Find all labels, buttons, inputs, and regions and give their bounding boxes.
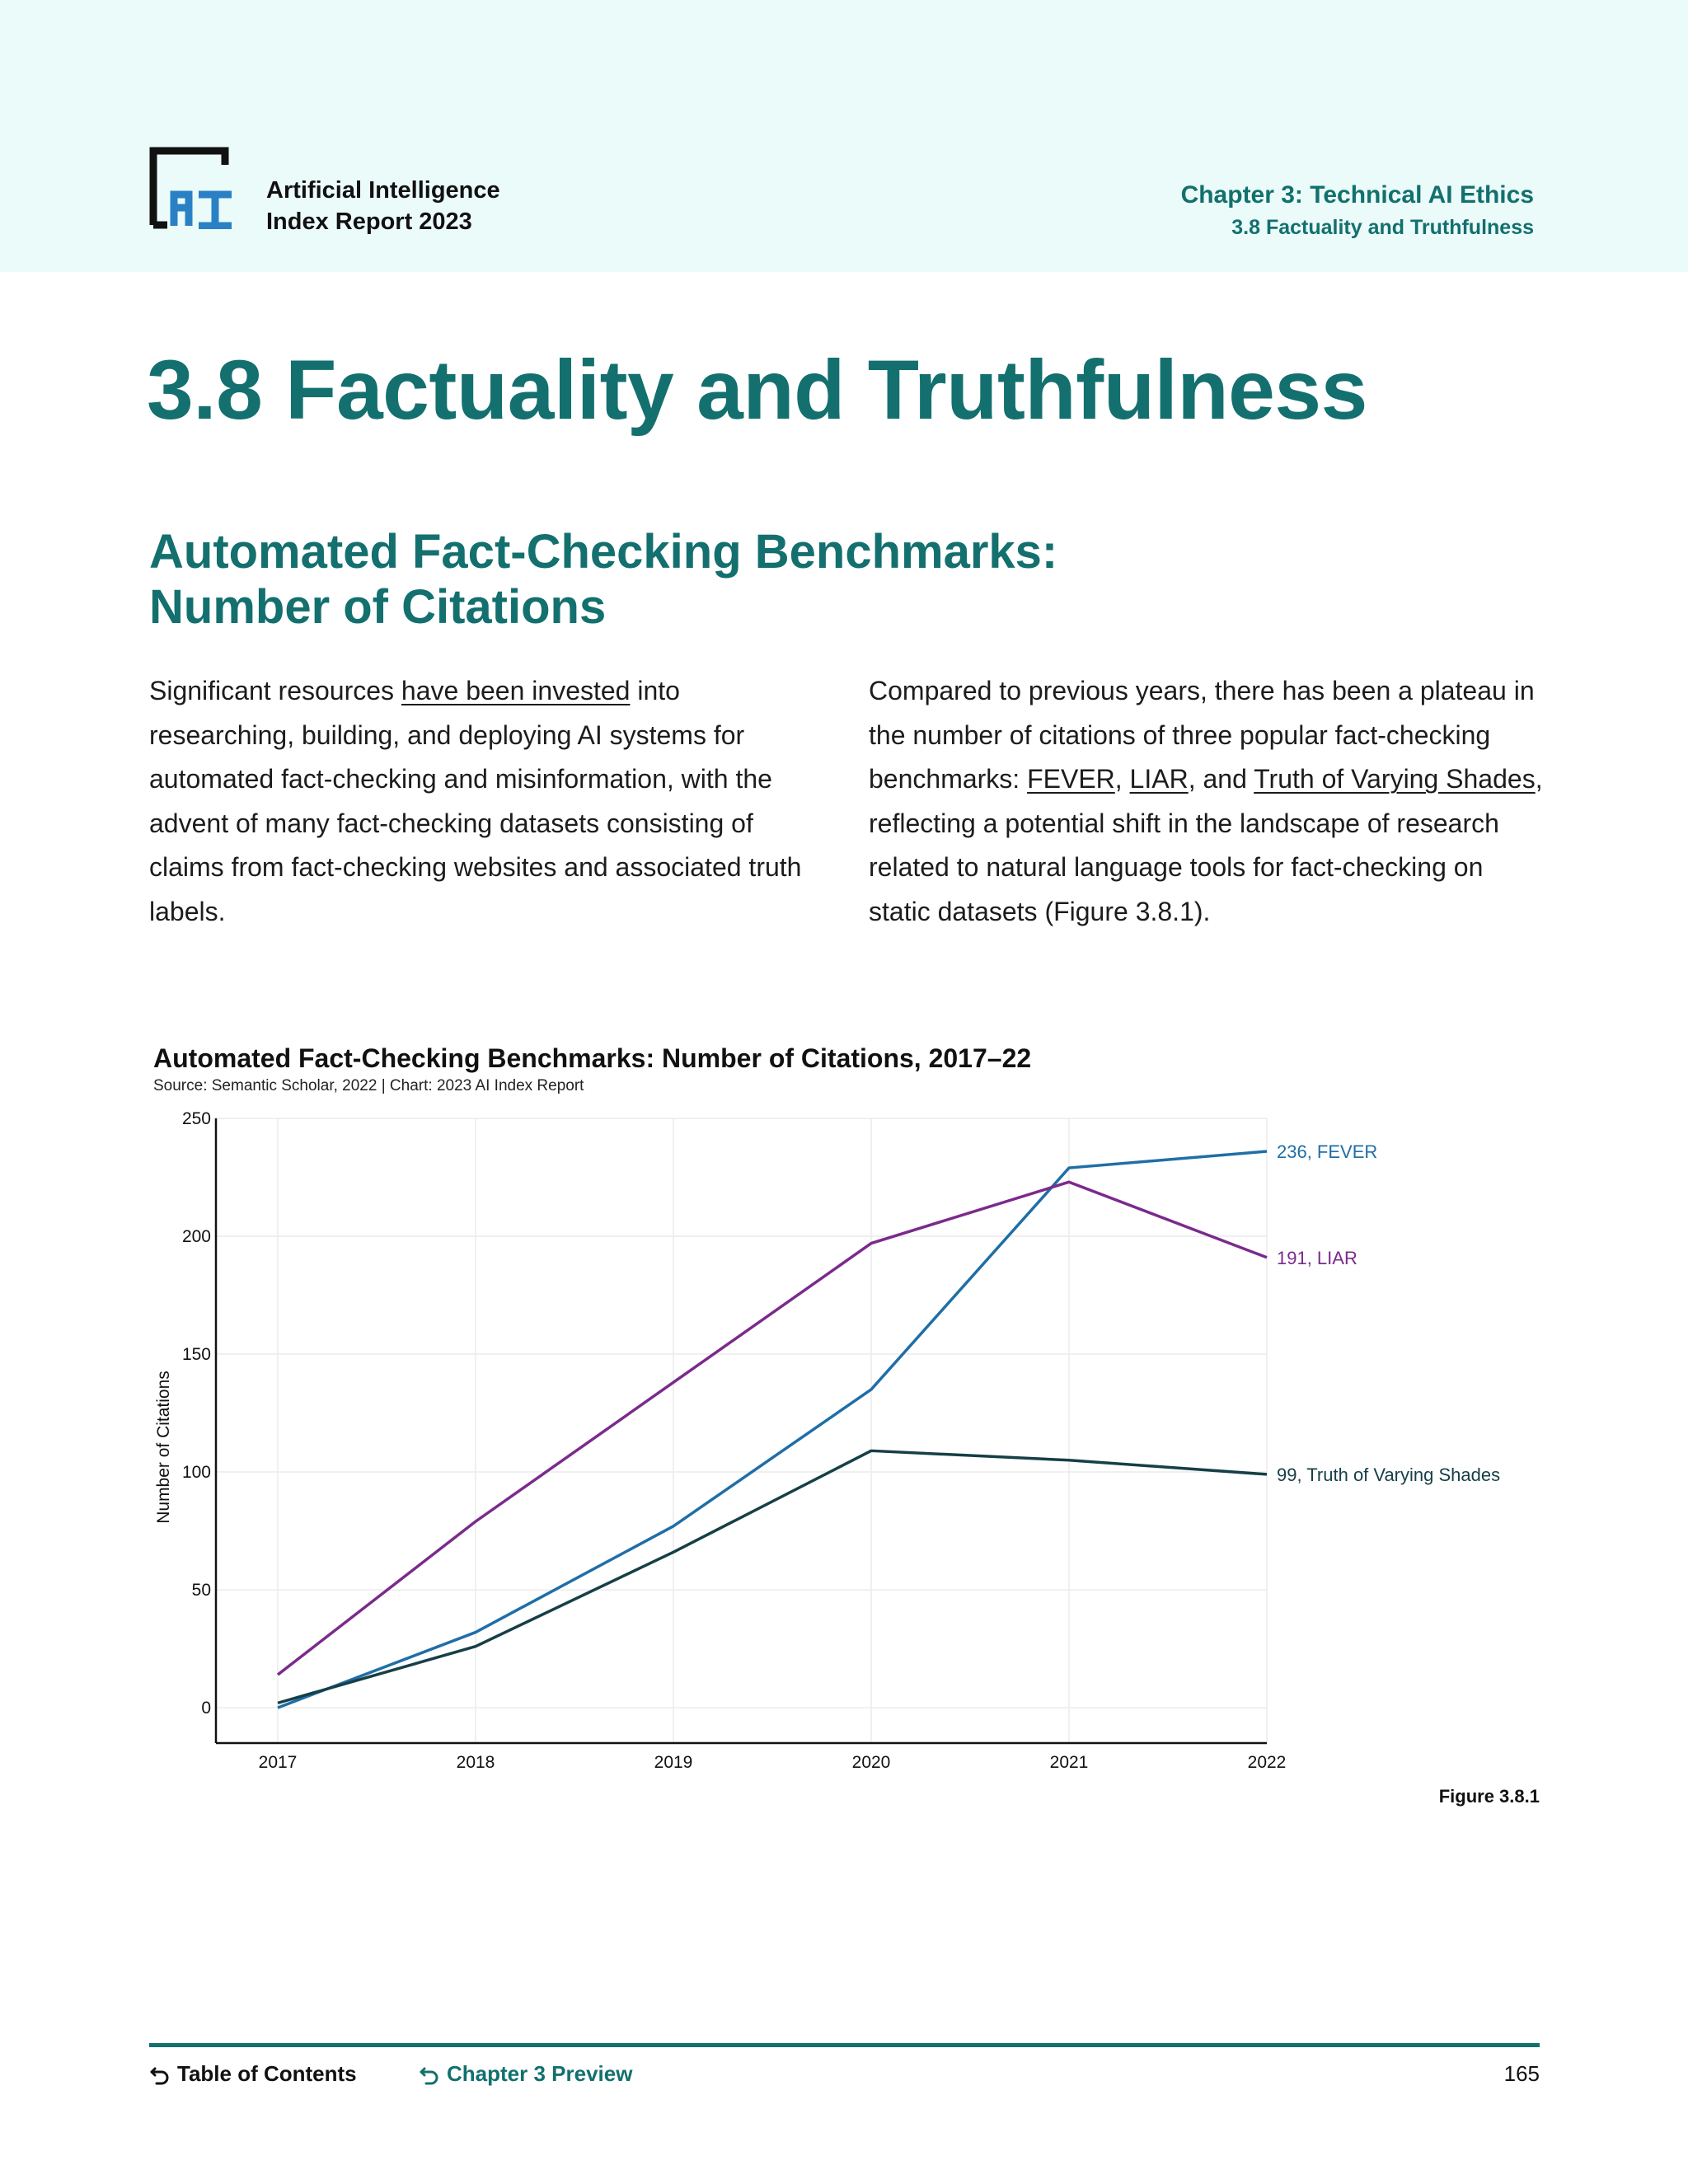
x-tick-label: 2021 <box>1049 1753 1089 1772</box>
back-arrow-icon <box>419 2064 440 2085</box>
liar-link[interactable]: LIAR <box>1129 764 1189 794</box>
y-tick-label: 250 <box>181 1109 211 1128</box>
chapter-section-title: 3.8 Factuality and Truthfulness <box>1231 216 1534 239</box>
page-title: 3.8 Factuality and Truthfulness <box>147 343 1367 437</box>
truth-of-varying-shades-link[interactable]: Truth of Varying Shades <box>1254 764 1536 794</box>
series-end-label: 191, LIAR <box>1277 1247 1357 1268</box>
figure-label: Figure 3.8.1 <box>1438 1786 1540 1807</box>
series-end-label: 99, Truth of Varying Shades <box>1277 1464 1501 1485</box>
back-arrow-icon <box>149 2064 171 2085</box>
series-end-label: 236, FEVER <box>1277 1141 1378 1163</box>
body-paragraph-left <box>149 669 825 935</box>
y-tick-label: 150 <box>181 1345 211 1365</box>
y-tick-label: 200 <box>181 1227 211 1247</box>
series-line-truth-of-varying-shades <box>278 1451 1267 1703</box>
report-title <box>266 175 500 237</box>
body-paragraph-right <box>869 669 1545 935</box>
table-of-contents-link[interactable] <box>149 2061 357 2087</box>
x-tick-label: 2018 <box>456 1753 495 1772</box>
x-tick-label: 2017 <box>258 1753 298 1772</box>
para-right-sep-2: , and <box>1188 764 1254 794</box>
chapter-title: Chapter 3: Technical AI Ethics <box>1180 181 1534 209</box>
x-tick-label: 2020 <box>851 1753 891 1772</box>
page-number: 165 <box>1503 2061 1540 2086</box>
chart-title: Automated Fact-Checking Benchmarks: Number of Citations, 2017–22 <box>153 1043 1032 1073</box>
section-heading <box>149 524 1221 635</box>
para-right-sep-1: , <box>1114 764 1130 794</box>
fever-link[interactable]: FEVER <box>1027 764 1115 794</box>
x-tick-label: 2019 <box>654 1753 693 1772</box>
series-line-fever <box>278 1151 1267 1708</box>
para-left-text-2: into researching, building, and deploying AI systems for automated fact-checking and misinformation, with the advent of many fact-checking datasets consisting of claims from fact-checking websites and associated truth labels. <box>149 676 802 926</box>
y-axis-label: Number of Citations <box>154 1371 173 1524</box>
y-tick-label: 100 <box>181 1463 211 1483</box>
chapter-preview-label: Chapter 3 Preview <box>447 2061 633 2086</box>
section-heading-line2: Number of Citations <box>149 580 607 634</box>
series-line-liar <box>278 1182 1267 1675</box>
x-tick-label: 2022 <box>1247 1753 1287 1772</box>
chapter-preview-link[interactable] <box>419 2061 632 2087</box>
y-tick-label: 0 <box>201 1699 211 1718</box>
para-left-text-1: Significant resources <box>149 676 401 705</box>
report-title-line2: Index Report 2023 <box>266 209 472 235</box>
have-been-invested-link[interactable]: have been invested <box>401 676 631 705</box>
chart-source: Source: Semantic Scholar, 2022 | Chart: 2023 AI Index Report <box>153 1077 584 1094</box>
ai-index-logo-icon <box>149 147 240 229</box>
y-tick-label: 50 <box>191 1581 211 1601</box>
footer-rule <box>149 2043 1540 2047</box>
report-title-line1: Artificial Intelligence <box>266 177 500 204</box>
para-right-text-2: , reflecting a potential shift in the landscape of research related to natural language tools for fact-checking on static datasets (Figure 3.8.1). <box>869 764 1543 926</box>
table-of-contents-label: Table of Contents <box>177 2061 357 2086</box>
header-band <box>0 0 1688 272</box>
section-heading-line1: Automated Fact-Checking Benchmarks: <box>149 525 1058 579</box>
para-right-text-1: Compared to previous years, there has been a plateau in the number of citations of three popular fact-checking benchmarks: <box>869 676 1535 794</box>
